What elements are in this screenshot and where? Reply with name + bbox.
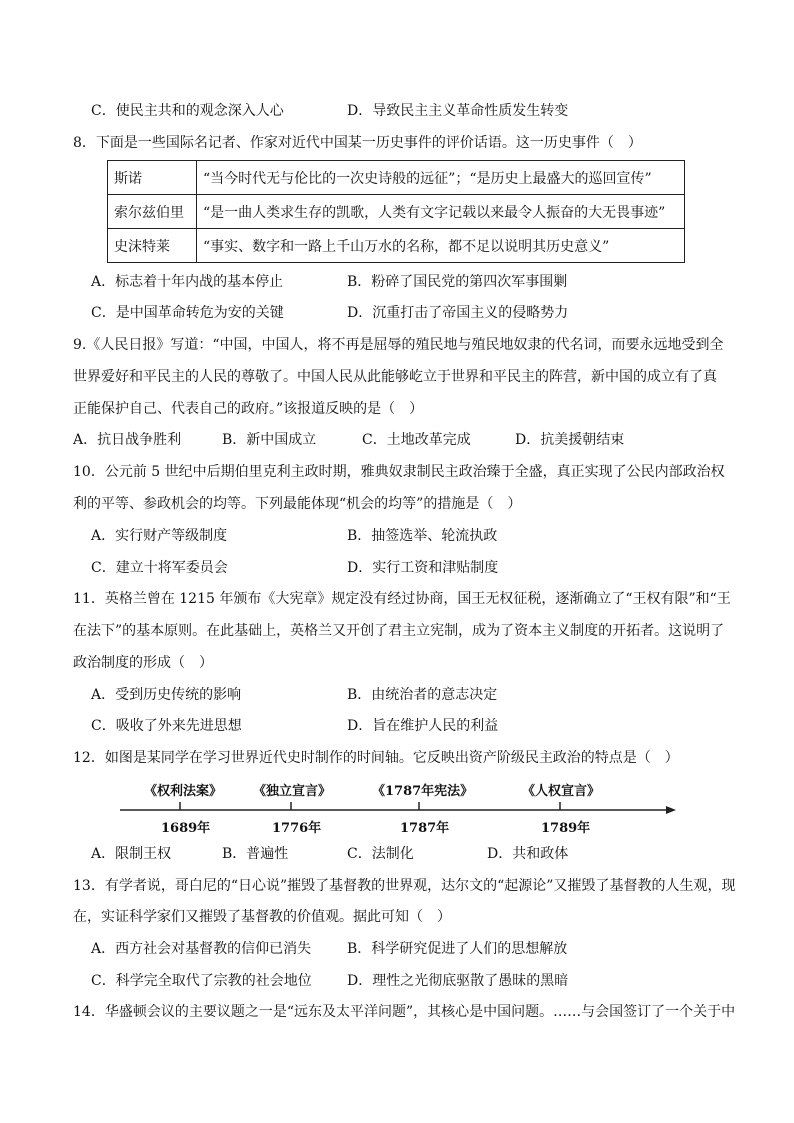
q9-option-a: A．抗日战争胜利 <box>73 432 182 448</box>
q13-option-d: D．理性之光彻底驱散了愚昧的黑暗 <box>347 973 569 989</box>
q12-option-c: C．法制化 <box>347 846 414 862</box>
q13-stem-line1: 13．有学者说，哥白尼的“日心说”摧毁了基督教的世界观，达尔文的“起源论”又摧毁了基督教的人生观，现 <box>73 878 736 894</box>
q7-option-d: D．导致民主主义革命性质发生转变 <box>347 103 569 119</box>
q10-option-b: B．抽签选举、轮流执政 <box>347 528 498 544</box>
table-cell-quote: “当今时代无与伦比的一次史诗般的远征”；“是历史上最盛大的巡回宣传” <box>197 161 685 195</box>
q12-stem: 12．如图是某同学在学习世界近代史时制作的时间轴。它反映出资产阶级民主政治的特点是（ ） <box>73 750 679 766</box>
q11-stem-line1: 11．英格兰曾在 1215 年颁布《大宪章》规定没有经过协商，国王无权征税，逐渐确立了“王权有限”和“王 <box>73 591 731 607</box>
table-cell-name: 索尔兹伯里 <box>108 195 197 229</box>
q10-option-a: A．实行财产等级制度 <box>91 528 228 544</box>
q13-option-a: A．西方社会对基督教的信仰已消失 <box>91 941 312 957</box>
q11-stem-line3: 政治制度的形成（ ） <box>73 655 213 671</box>
q13-option-b: B．科学研究促进了人们的思想解放 <box>347 941 568 957</box>
q9-option-d: D．抗美援朝结束 <box>515 432 625 448</box>
timeline-year: 1787年 <box>400 821 450 836</box>
q9-option-b: B．新中国成立 <box>222 432 317 448</box>
q12-option-a: A．限制王权 <box>91 846 172 862</box>
q10-stem-line2: 利的平等、参政机会的均等。下列最能体现“机会的均等”的措施是（ ） <box>73 496 522 512</box>
q10-stem-line1: 10．公元前 5 世纪中后期伯里克利主政时期，雅典奴隶制民主政治臻于全盛，真正实现了公民内部政治权 <box>73 464 725 480</box>
q8-option-d: D．沉重打击了帝国主义的侵略势力 <box>347 305 569 321</box>
q8-stem: 8．下面是一些国际名记者、作家对近代中国某一历史事件的评价话语。这一历史事件（ ） <box>73 135 642 151</box>
q11-option-a: A．受到历史传统的影响 <box>91 687 242 703</box>
timeline-label: 《人权宣言》 <box>522 784 601 799</box>
q7-option-c: C．使民主共和的观念深入人心 <box>91 103 284 119</box>
q13-option-c: C．科学完全取代了宗教的社会地位 <box>91 973 312 989</box>
q11-stem-line2: 在法下”的基本原则。在此基础上，英格兰又开创了君主立宪制，成为了资本主义制度的开拓者。这说明了 <box>73 623 725 639</box>
table-row <box>108 161 685 195</box>
q10-option-c: C．建立十将军委员会 <box>91 560 228 576</box>
timeline-year: 1789年 <box>541 821 591 836</box>
q9-stem-line3: 正能保护自己、代表自己的政府。”该报道反映的是（ ） <box>73 401 424 417</box>
q10-option-d: D．实行工资和津贴制度 <box>347 560 499 576</box>
q8-option-b: B．粉碎了国民党的第四次军事围剿 <box>347 274 568 290</box>
timeline-label: 《权利法案》 <box>144 784 223 799</box>
q8-option-a: A．标志着十年内战的基本停止 <box>91 274 284 290</box>
q9-stem-line2: 世界爱好和平民主的人民的尊敬了。中国人民从此能够屹立于世界和平民主的阵营，新中国的成立有了真 <box>73 369 717 385</box>
q13-stem-line2: 在，实证科学家们又摧毁了基督教的价值观。据此可知（ ） <box>73 909 451 925</box>
table-cell-name: 斯诺 <box>108 161 197 195</box>
q14-stem-line1: 14．华盛顿会议的主要议题之一是“远东及太平洋问题”，其核心是中国问题。……与会国签订了一个关于中 <box>73 1004 736 1020</box>
q8-option-c: C．是中国革命转危为安的关键 <box>91 305 284 321</box>
q11-option-c: C．吸收了外来先进思想 <box>91 718 242 734</box>
q8-quote-table <box>107 160 685 263</box>
q12-option-b: B．普遍性 <box>222 846 289 862</box>
table-cell-name: 史沫特莱 <box>108 229 197 263</box>
q9-stem-line1: 9.《人民日报》写道：“中国，中国人，将不再是屈辱的殖民地与殖民地奴隶的代名词，而要永远地受到全 <box>73 337 724 353</box>
timeline <box>120 780 680 840</box>
timeline-label: 《1787年宪法》 <box>372 784 474 799</box>
timeline-year: 1689年 <box>161 821 211 836</box>
q12-option-d: D．共和政体 <box>487 846 569 862</box>
q11-option-b: B．由统治者的意志决定 <box>347 687 498 703</box>
table-cell-quote: “是一曲人类求生存的凯歌，人类有文字记载以来最令人振奋的大无畏事迹” <box>197 195 685 229</box>
q9-option-c: C．土地改革完成 <box>362 432 471 448</box>
q11-option-d: D．旨在维护人民的利益 <box>347 718 499 734</box>
timeline-arrow-icon <box>666 806 676 814</box>
timeline-year: 1776年 <box>272 821 322 836</box>
table-cell-quote: “事实、数字和一路上千山万水的名称，都不足以说明其历史意义” <box>197 229 685 263</box>
timeline-label: 《独立宣言》 <box>253 784 332 799</box>
table-row <box>108 195 685 229</box>
table-row <box>108 229 685 263</box>
